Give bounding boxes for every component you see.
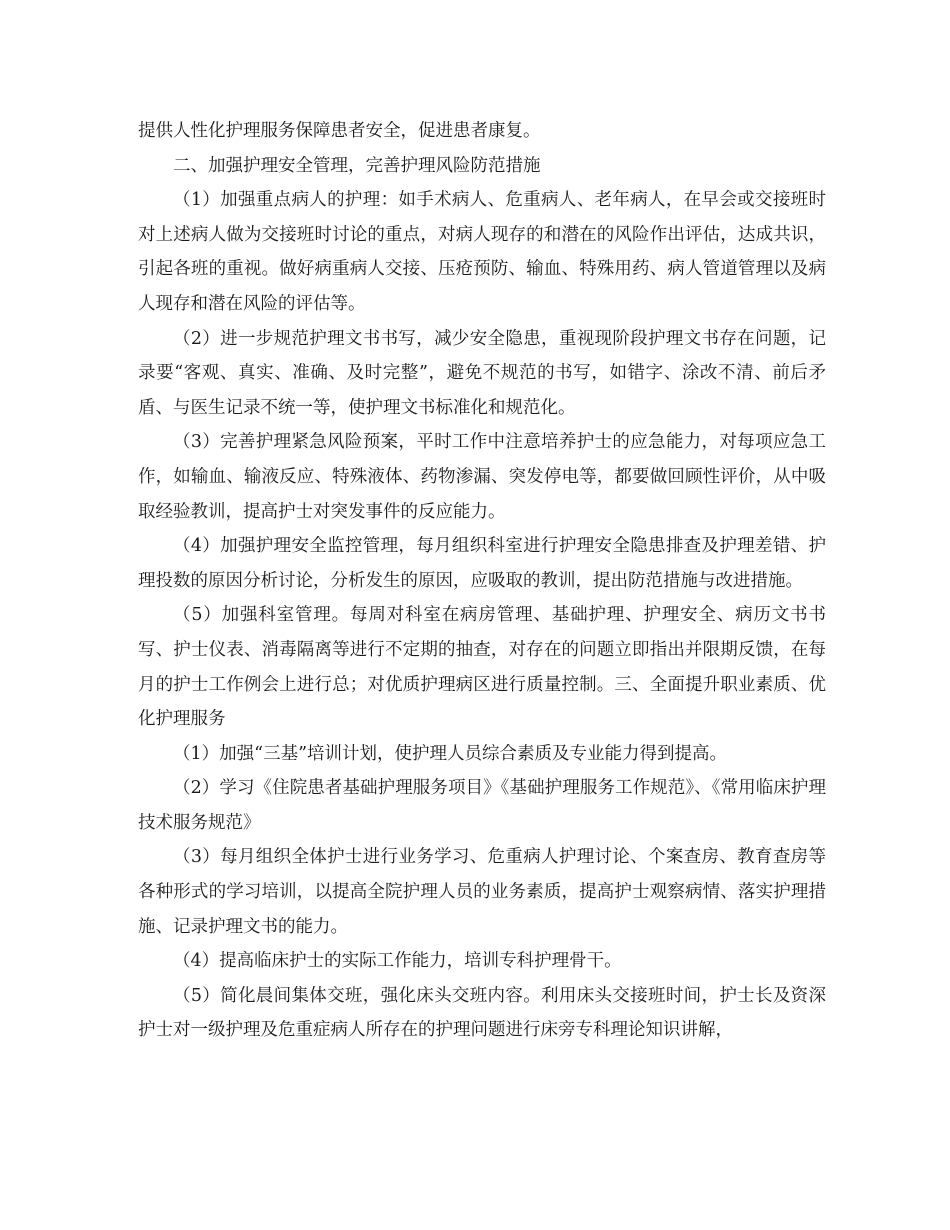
paragraph-continuation: 提供人性化护理服务保障患者安全，促进患者康复。 bbox=[138, 121, 541, 141]
paragraph-2-5: （5）加强科室管理。每周对科室在病房管理、基础护理、护理安全、病历文书书写、护士仪表、消毒隔离等进行不定期的抽查，对存在的问题立即指出并限期反馈，在每月的护士工作例会上进行总；对优质护理病区进行质量控制。三、全面提升职业素质、优化护理服务 bbox=[138, 605, 826, 730]
paragraph-2-1: （1）加强重点病人的护理：如手术病人、危重病人、老年病人，在早会或交接班时对上述病人做为交接班时讨论的重点，对病人现存的和潜在的风险作出评估，达成共识，引起各班的重视。做好病重病人交接、压疮预防、输血、特殊用药、病人管道管理以及病人现存和潜在风险的评估等。 bbox=[138, 190, 826, 314]
paragraph-3-2: （2）学习《住院患者基础护理服务项目》《基础护理服务工作规范》、《常用临床护理技术服务规范》 bbox=[138, 778, 826, 833]
paragraph-3-3: （3）每月组织全体护士进行业务学习、危重病人护理讨论、个案查房、教育查房等各种形式的学习培训，以提高全院护理人员的业务素质，提高护士观察病情、落实护理措施、记录护理文书的能力。 bbox=[138, 847, 826, 937]
section-heading-2: 二、加强护理安全管理，完善护理风险防范措施 bbox=[173, 155, 541, 176]
paragraph-2-2: （2）进一步规范护理文书书写，减少安全隐患，重视现阶段护理文书存在问题，记录要“客观、真实、准确、及时完整”，避免不规范的书写，如错字、涂改不清、前后矛盾、与医生记录不统一等，使护理文书标准化和规范化。 bbox=[138, 328, 826, 418]
paragraph-3-5: （5）简化晨间集体交班，强化床头交班内容。利用床头交接班时间，护士长及资深护士对一级护理及危重症病人所存在的护理问题进行床旁专科理论知识讲解， bbox=[138, 985, 826, 1041]
paragraph-3-1: （1）加强“三基”培训计划，使护理人员综合素质及专业能力得到提高。 bbox=[173, 743, 728, 764]
document-body bbox=[138, 114, 826, 1048]
paragraph-2-4: （4）加强护理安全监控管理，每月组织科室进行护理安全隐患排查及护理差错、护理投数的原因分析讨论，分析发生的原因，应吸取的教训，提出防范措施与改进措施。 bbox=[138, 536, 826, 591]
paragraph-2-3: （3）完善护理紧急风险预案，平时工作中注意培养护士的应急能力，对每项应急工作，如输血、输液反应、特殊液体、药物渗漏、突发停电等，都要做回顾性评价，从中吸取经验教训，提高护士对突发事件的反应能力。 bbox=[138, 432, 826, 522]
paragraph-3-4: （4）提高临床护士的实际工作能力，培训专科护理骨干。 bbox=[173, 951, 622, 972]
